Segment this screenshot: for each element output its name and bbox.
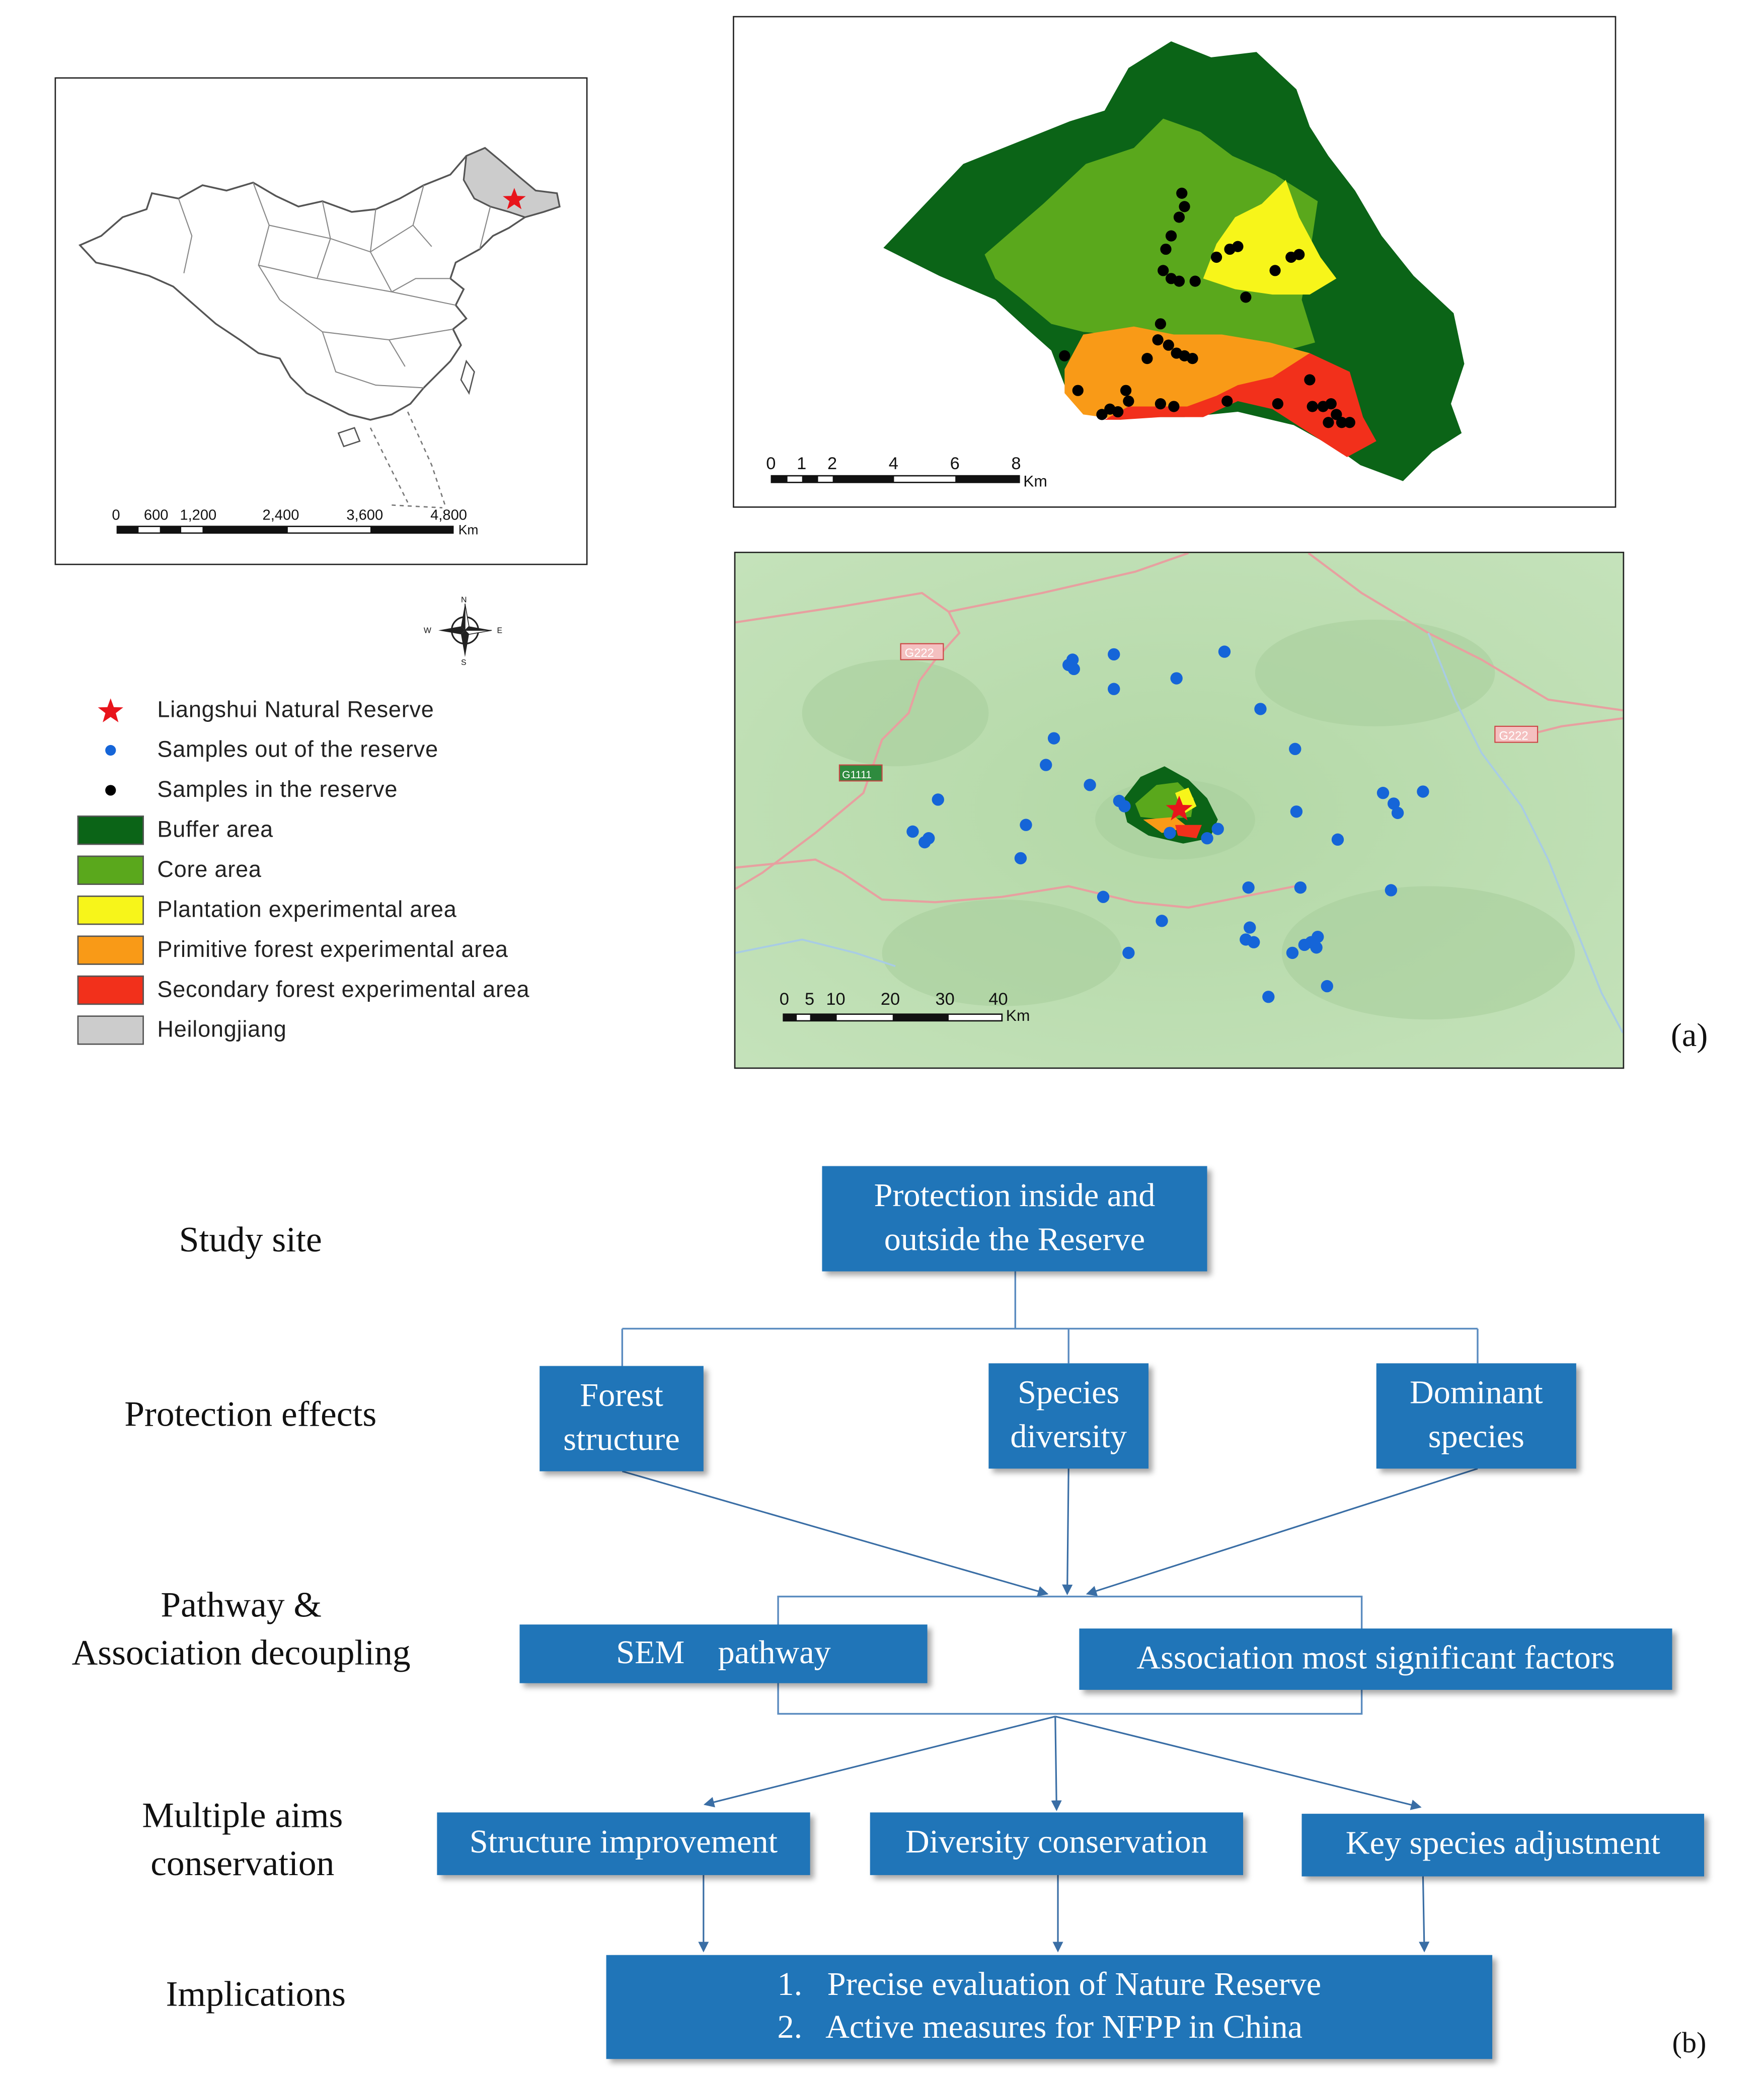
stage-protection-effects: Protection effects: [124, 1394, 377, 1434]
reserve-scale-tick: 8: [1011, 454, 1021, 473]
box-line: species: [1428, 1419, 1524, 1455]
legend-label: Buffer area: [157, 816, 274, 843]
china-scale-tick: 4,800: [430, 507, 467, 524]
legend-label: Plantation experimental area: [157, 897, 457, 923]
compass-e: E: [497, 626, 503, 635]
key-species-adjustment-box: Key species adjustment: [1302, 1814, 1705, 1876]
box-line: Species: [1018, 1375, 1120, 1412]
legend-label: Core area: [157, 857, 262, 882]
region-scale-tick: 5: [805, 990, 815, 1009]
box-line: Dominant: [1409, 1375, 1543, 1412]
china-scale-unit: Km: [458, 522, 479, 538]
china-scale-tick: 600: [143, 507, 169, 524]
panel-a-label: (a): [1670, 1018, 1708, 1055]
legend-label: Samples out of the reserve: [157, 737, 438, 763]
stage-implications: Implications: [166, 1973, 346, 2014]
region-scale-tick: 0: [779, 990, 789, 1009]
reserve-scale-tick: 1: [797, 454, 807, 473]
box-line: Protection inside and: [874, 1178, 1156, 1214]
china-scale-tick: 1,200: [180, 507, 217, 524]
reserve-scale-tick: 6: [950, 454, 960, 473]
box-line: Forest: [580, 1378, 663, 1414]
implications-box: [606, 1955, 1493, 2059]
forest-structure-box: [540, 1366, 704, 1471]
compass-w: W: [423, 626, 431, 635]
species-diversity-box: [988, 1363, 1148, 1468]
reserve-scale-unit: Km: [1023, 472, 1047, 490]
legend-label: Liangshui Natural Reserve: [157, 697, 434, 722]
box-line: diversity: [1010, 1419, 1127, 1455]
reserve-scale-tick: 0: [766, 454, 776, 473]
road-label: G222: [904, 646, 934, 660]
stage-line: Pathway &: [161, 1584, 322, 1625]
association-factors-box: Association most significant factors: [1079, 1628, 1672, 1690]
region-scale-tick: 40: [988, 990, 1008, 1009]
box-line: structure: [563, 1421, 680, 1457]
road-label: G222: [1499, 729, 1528, 743]
region-scale-tick: 10: [826, 990, 846, 1009]
compass-s: S: [461, 658, 467, 666]
stage-line: conservation: [150, 1843, 335, 1884]
legend-label: Primitive forest experimental area: [157, 937, 508, 962]
road-label: G1111: [842, 769, 872, 781]
implication-item: 2. Active measures for NFPP in China: [777, 2010, 1303, 2046]
stage-study-site: Study site: [179, 1219, 322, 1259]
box-line: outside the Reserve: [884, 1221, 1145, 1257]
china-scale-tick: 0: [112, 507, 120, 524]
stage-pathway-association: [35, 1581, 448, 1678]
reserve-scale-tick: 2: [827, 454, 837, 473]
china-scale-tick: 2,400: [262, 507, 299, 524]
legend-label: Heilongjiang: [157, 1016, 287, 1043]
stage-multiple-aims: [83, 1791, 402, 1888]
diversity-conservation-box: Diversity conservation: [870, 1812, 1243, 1875]
china-scale-tick: 3,600: [346, 507, 384, 524]
region-scale-unit: Km: [1006, 1006, 1030, 1024]
compass-n: N: [461, 596, 467, 605]
reserve-scale-tick: 4: [888, 454, 898, 473]
legend-label: Samples in the reserve: [157, 777, 398, 802]
region-scale-tick: 20: [880, 990, 900, 1009]
protection-box: [822, 1166, 1207, 1271]
stage-line: Multiple aims: [142, 1795, 343, 1835]
legend-label: Secondary forest experimental area: [157, 977, 530, 1002]
implication-item: 1. Precise evaluation of Nature Reserve: [777, 1966, 1322, 2002]
structure-improvement-box: Structure improvement: [437, 1812, 810, 1875]
panel-b-label: (b): [1672, 2026, 1707, 2059]
region-scale-tick: 30: [935, 990, 955, 1009]
sem-pathway-box: SEM pathway: [519, 1624, 927, 1683]
dominant-species-box: [1376, 1363, 1576, 1468]
stage-line: Association decoupling: [71, 1633, 411, 1673]
